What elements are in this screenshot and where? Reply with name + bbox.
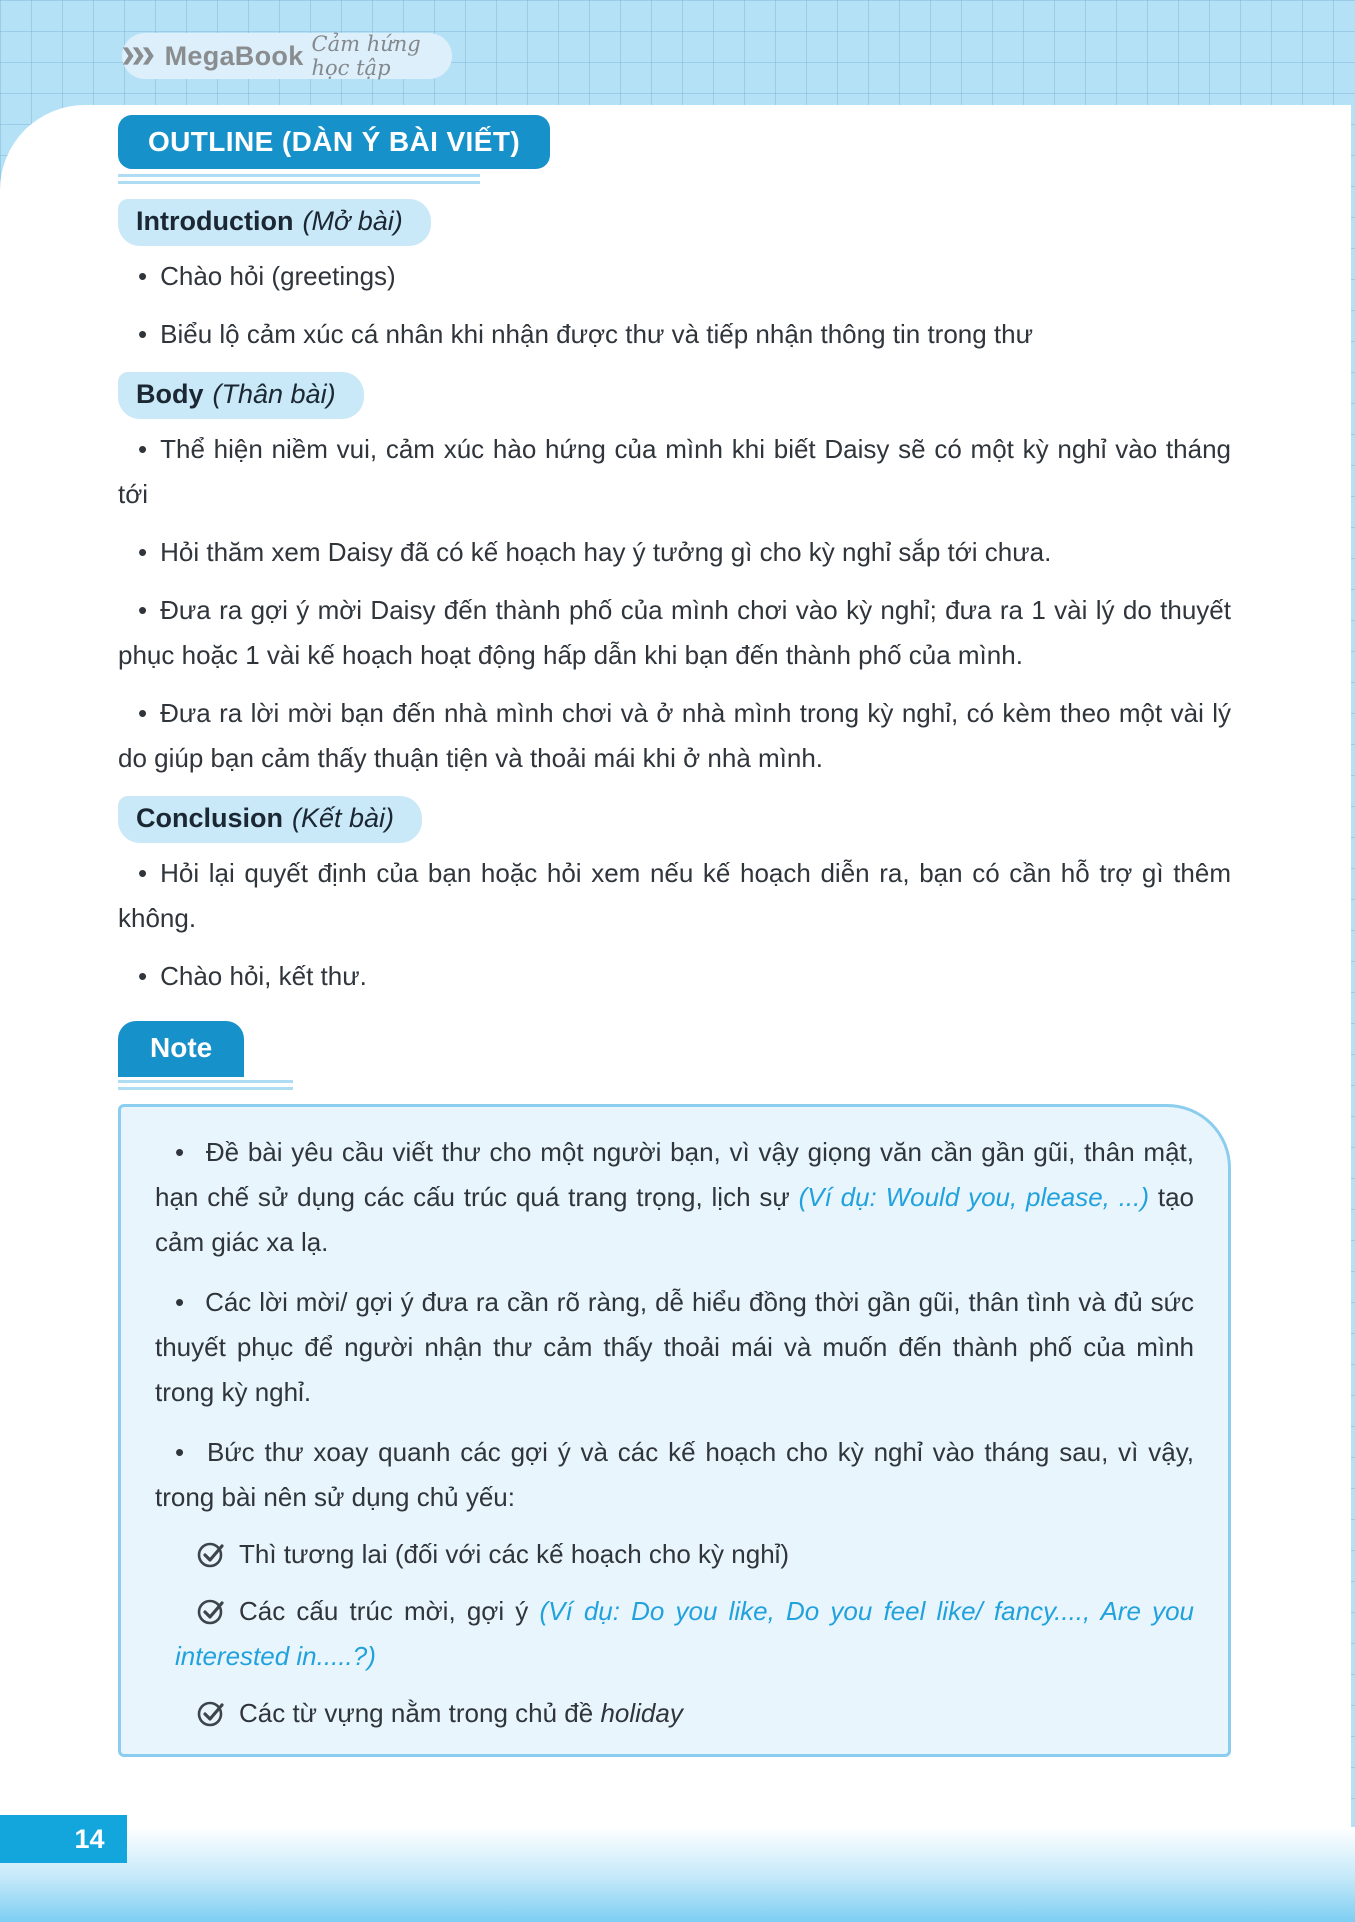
intro-bullet-1: • Chào hỏi (greetings)	[118, 254, 1231, 299]
outline-title-badge	[118, 115, 550, 169]
note-underline	[118, 1080, 293, 1090]
note-check-item-1	[175, 1532, 1194, 1577]
check-italic: holiday	[600, 1698, 683, 1728]
section-label-en: Body	[136, 379, 204, 409]
section-label-vi: (Thân bài)	[212, 379, 336, 409]
bottom-gradient	[0, 1827, 1355, 1922]
body-bullet-3: • Đưa ra gợi ý mời Daisy đến thành phố của mình chơi vào kỳ nghỉ; đưa ra 1 vài lý do thuyết phục hoặc 1 vài kế hoạch hoạt động hấp dẫn khi bạn đến thành phố của mình.	[118, 588, 1231, 678]
body-bullet-4: • Đưa ra lời mời bạn đến nhà mình chơi và ở nhà mình trong kỳ nghỉ, có kèm theo một vài lý do giúp bạn cảm thấy thuận tiện và thoải mái khi ở nhà mình.	[118, 691, 1231, 781]
brand-tagline: Cảm hứng học tập	[311, 32, 421, 80]
section-label-vi: (Kết bài)	[292, 803, 395, 833]
check-text: Các từ vựng nằm trong chủ đề	[239, 1698, 601, 1728]
section-label-introduction	[118, 199, 431, 246]
note-paragraph-2	[155, 1280, 1194, 1415]
note-check-item-2	[175, 1589, 1194, 1679]
check-text: Thì tương lai (đối với các kế hoạch cho kỳ nghỉ)	[239, 1539, 790, 1569]
page-number: 14	[74, 1823, 105, 1854]
note-tab	[118, 1021, 244, 1077]
section-label-body	[118, 372, 364, 419]
section-label-conclusion	[118, 796, 422, 843]
body-bullet-1: • Thể hiện niềm vui, cảm xúc hào hứng của mình khi biết Daisy sẽ có một kỳ nghỉ vào tháng tới	[118, 427, 1231, 517]
checkmark-circle-icon	[195, 1697, 227, 1729]
section-label-vi: (Mở bài)	[302, 206, 403, 236]
note-label: Note	[150, 1032, 213, 1063]
note-text: Các lời mời/ gợi ý đưa ra cần rõ ràng, dễ hiểu đồng thời gần gũi, thân tình và đủ sức thuyết phục để người nhận thư cảm thấy thoải mái và muốn đến thành phố của mình trong kỳ nghỉ.	[155, 1287, 1194, 1407]
section-label-en: Conclusion	[136, 803, 283, 833]
page-card	[0, 105, 1351, 1922]
note-check-item-3	[175, 1691, 1194, 1736]
page-number-badge	[0, 1815, 127, 1863]
conclusion-bullet-2: • Chào hỏi, kết thư.	[118, 954, 1231, 999]
note-panel	[118, 1104, 1231, 1757]
checkmark-circle-icon	[195, 1538, 227, 1570]
check-example: (Ví dụ: Do you like, Do you feel like/ fancy...., Are you interested in.....?)	[175, 1596, 1194, 1671]
intro-bullet-2: • Biểu lộ cảm xúc cá nhân khi nhận được thư và tiếp nhận thông tin trong thư	[118, 312, 1231, 357]
note-paragraph-3	[155, 1430, 1194, 1520]
note-text: tạo cảm giác xa lạ.	[155, 1182, 1195, 1257]
section-label-en: Introduction	[136, 206, 294, 236]
checkmark-circle-icon	[195, 1595, 227, 1627]
page-title: OUTLINE (DÀN Ý BÀI VIẾT)	[148, 126, 521, 157]
body-bullet-2: • Hỏi thăm xem Daisy đã có kế hoạch hay ý tưởng gì cho kỳ nghỉ sắp tới chưa.	[118, 530, 1231, 575]
megabook-chevrons-icon	[122, 43, 157, 69]
note-example: (Ví dụ: Would you, please, ...)	[798, 1182, 1150, 1212]
conclusion-bullet-1: • Hỏi lại quyết định của bạn hoặc hỏi xem nếu kế hoạch diễn ra, bạn có cần hỗ trợ gì thêm không.	[118, 851, 1231, 941]
note-text: Đề bài yêu cầu viết thư cho một người bạn, vì vậy giọng văn cần gần gũi, thân mật, hạn chế sử dụng các cấu trúc quá trang trọng, lịch sự	[155, 1137, 1194, 1212]
brand-name: MegaBook	[164, 40, 304, 71]
brand-logo	[122, 33, 452, 79]
note-paragraph-1	[155, 1130, 1194, 1265]
page-content	[0, 105, 1351, 1757]
note-text: Bức thư xoay quanh các gợi ý và các kế hoạch cho kỳ nghỉ vào tháng sau, vì vậy, trong bài nên sử dụng chủ yếu:	[155, 1437, 1194, 1512]
check-text: Các cấu trúc mời, gợi ý	[239, 1596, 540, 1626]
title-underline	[118, 174, 480, 184]
